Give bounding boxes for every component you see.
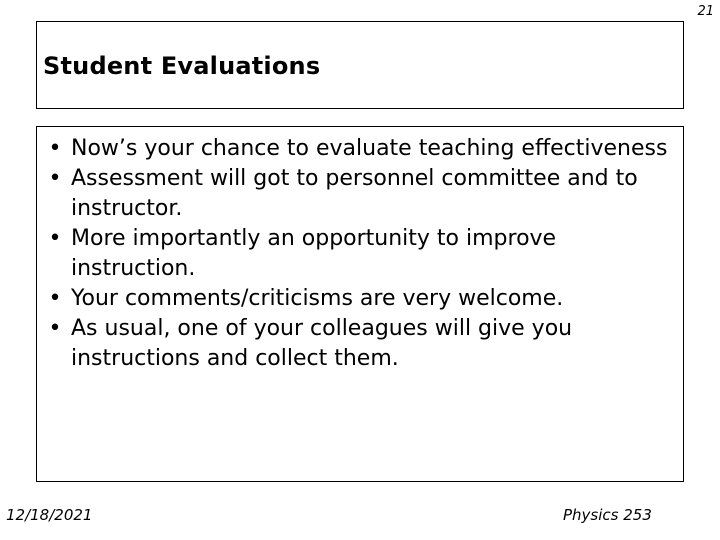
footer-date: 12/18/2021 bbox=[6, 506, 93, 524]
bullet-icon: • bbox=[48, 226, 62, 251]
bullet-item-assessment bbox=[45, 164, 679, 224]
bullet-text: Now’s your chance to evaluate teaching effectiveness bbox=[71, 136, 668, 161]
bullet-item-comments bbox=[45, 284, 679, 314]
bullet-text: Your comments/criticisms are very welcome. bbox=[71, 286, 564, 311]
slide-title: Student Evaluations bbox=[43, 52, 321, 80]
footer-course: Physics 253 bbox=[563, 506, 652, 524]
bullet-text: As usual, one of your colleagues will give you instructions and collect them. bbox=[71, 316, 573, 371]
bullet-list bbox=[45, 134, 679, 374]
bullet-icon: • bbox=[48, 316, 62, 341]
bullet-icon: • bbox=[48, 286, 62, 311]
bullet-item-opportunity bbox=[45, 224, 679, 284]
title-box bbox=[36, 21, 684, 109]
bullet-item-chance bbox=[45, 134, 679, 164]
bullet-item-colleagues bbox=[45, 314, 679, 374]
bullet-text: More importantly an opportunity to improve instruction. bbox=[71, 226, 557, 281]
bullet-icon: • bbox=[48, 136, 62, 161]
bullet-text: Assessment will got to personnel committee and to instructor. bbox=[71, 166, 638, 221]
slide-number: 21 bbox=[697, 4, 714, 19]
content-box bbox=[36, 126, 684, 482]
bullet-icon: • bbox=[48, 166, 62, 191]
